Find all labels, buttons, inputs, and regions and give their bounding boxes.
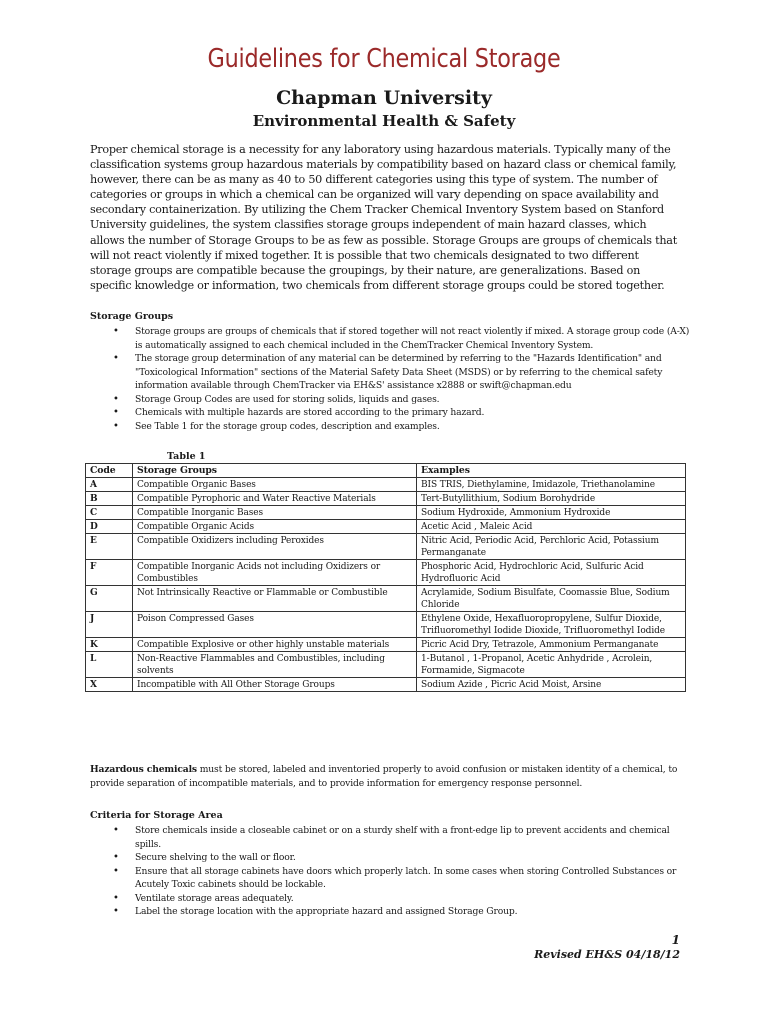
document-title: Guidelines for Chemical Storage: [207, 44, 561, 74]
table-row: [86, 492, 686, 506]
cell-examples: Phosphoric Acid, Hydrochloric Acid, Sulfuric Acid Hydrofluoric Acid: [417, 560, 686, 586]
cell-group: Compatible Organic Acids: [133, 520, 417, 534]
list-item: • See Table 1 for the storage group codes, description and examples.: [90, 420, 690, 434]
university-name: Chapman University: [276, 87, 492, 109]
revision-note: Revised EH&S 04/18/12: [534, 948, 680, 961]
table-row: [86, 560, 686, 586]
list-item: • Ventilate storage areas adequately.: [90, 892, 690, 906]
table-row: [86, 506, 686, 520]
cell-examples: Tert-Butyllithium, Sodium Borohydride: [417, 492, 686, 506]
cell-code: A: [86, 478, 133, 492]
table-row: [86, 520, 686, 534]
cell-code: J: [86, 612, 133, 638]
cell-code: K: [86, 638, 133, 652]
table-header-row: [86, 464, 686, 478]
cell-code: D: [86, 520, 133, 534]
list-item: • Chemicals with multiple hazards are stored according to the primary hazard.: [90, 406, 690, 420]
cell-group: Not Intrinsically Reactive or Flammable or Combustible: [133, 586, 417, 612]
header-examples: Examples: [417, 464, 686, 478]
table-row: [86, 534, 686, 560]
table-row: [86, 652, 686, 678]
criteria-list: [90, 824, 690, 919]
list-item: • Storage Group Codes are used for storing solids, liquids and gases.: [90, 393, 690, 407]
cell-examples: Acetic Acid , Maleic Acid: [417, 520, 686, 534]
table-row: [86, 478, 686, 492]
storage-groups-list: [90, 325, 690, 433]
storage-groups-heading: Storage Groups: [90, 311, 174, 322]
cell-code: C: [86, 506, 133, 520]
cell-group: Non-Reactive Flammables and Combustibles, including solvents: [133, 652, 417, 678]
cell-group: Compatible Inorganic Acids not including Oxidizers or Combustibles: [133, 560, 417, 586]
cell-examples: Sodium Azide , Picric Acid Moist, Arsine: [417, 678, 686, 692]
cell-examples: Nitric Acid, Periodic Acid, Perchloric Acid, Potassium Permanganate: [417, 534, 686, 560]
list-item: • Store chemicals inside a closeable cabinet or on a sturdy shelf with a front-edge lip to prevent accidents and chemical spills.: [90, 824, 690, 851]
table-caption: Table 1: [167, 451, 206, 462]
cell-group: Compatible Explosive or other highly unstable materials: [133, 638, 417, 652]
cell-examples: 1-Butanol , 1-Propanol, Acetic Anhydride , Acrolein, Formamide, Sigmacote: [417, 652, 686, 678]
table-row: [86, 586, 686, 612]
header-code: Code: [86, 464, 133, 478]
cell-code: L: [86, 652, 133, 678]
table-row: [86, 612, 686, 638]
cell-group: Compatible Pyrophoric and Water Reactive Materials: [133, 492, 417, 506]
cell-group: Compatible Organic Bases: [133, 478, 417, 492]
criteria-heading: Criteria for Storage Area: [90, 810, 223, 821]
storage-groups-table: [85, 463, 686, 692]
cell-examples: Sodium Hydroxide, Ammonium Hydroxide: [417, 506, 686, 520]
cell-code: B: [86, 492, 133, 506]
cell-code: X: [86, 678, 133, 692]
page-number: 1: [671, 933, 680, 947]
cell-code: F: [86, 560, 133, 586]
table-row: [86, 678, 686, 692]
list-item: • Storage groups are groups of chemicals that if stored together will not react violently if mixed. A storage group code (A-X) is automatically assigned to each chemical included in the ChemTracker Chemical Inventory System.: [90, 325, 690, 352]
cell-examples: BIS TRIS, Diethylamine, Imidazole, Triethanolamine: [417, 478, 686, 492]
header-storage-groups: Storage Groups: [133, 464, 417, 478]
table-row: [86, 638, 686, 652]
cell-group: Compatible Oxidizers including Peroxides: [133, 534, 417, 560]
hazardous-chemicals-paragraph: [90, 763, 690, 791]
cell-group: Poison Compressed Gases: [133, 612, 417, 638]
intro-paragraph: Proper chemical storage is a necessity for any laboratory using hazardous materials. Typically many of the classification systems group hazardous materials by compatibility based on hazard class or chemical family, however, there can be as many as 40 to 50 different categories using this type of system. The number of categories or groups in which a chemical can be organized will vary depending on space availability and secondary containerization. By utilizing the Chem Tracker Chemical Inventory System based on Stanford University guidelines, the system classifies storage groups independent of main hazard classes, which allows the number of Storage Groups to be as few as possible. Storage Groups are groups of chemicals that will not react violently if mixed together. It is possible that two chemicals designated to two different storage groups are compatible because the groupings, by their nature, are generalizations. Based on specific knowledge or information, two chemicals from different storage groups could be stored together.: [90, 143, 677, 292]
cell-examples: Acrylamide, Sodium Bisulfate, Coomassie Blue, Sodium Chloride: [417, 586, 686, 612]
hazardous-chemicals-lead: Hazardous chemicals: [90, 764, 197, 775]
list-item: • The storage group determination of any material can be determined by referring to the "Hazards Identification" and "Toxicological Information" sections of the Material Safety Data Sheet (MSDS) or by referring to the chemical safety information available through ChemTracker via EH&S' assistance x2888 or swift@chapman.edu: [90, 352, 690, 393]
cell-code: E: [86, 534, 133, 560]
cell-group: Compatible Inorganic Bases: [133, 506, 417, 520]
department-name: Environmental Health & Safety: [252, 112, 516, 130]
cell-code: G: [86, 586, 133, 612]
list-item: • Secure shelving to the wall or floor.: [90, 851, 690, 865]
list-item: • Ensure that all storage cabinets have doors which properly latch. In some cases when storing Controlled Substances or Acutely Toxic cabinets should be lockable.: [90, 865, 690, 892]
cell-examples: Picric Acid Dry, Tetrazole, Ammonium Permanganate: [417, 638, 686, 652]
cell-examples: Ethylene Oxide, Hexafluoropropylene, Sulfur Dioxide, Trifluoromethyl Iodide Dioxide, Trifluoromethyl Iodide: [417, 612, 686, 638]
cell-group: Incompatible with All Other Storage Groups: [133, 678, 417, 692]
list-item: • Label the storage location with the appropriate hazard and assigned Storage Group.: [90, 905, 690, 919]
hazardous-chemicals-text: must be stored, labeled and inventoried properly to avoid confusion or mistaken identity of a chemical, to provide separation of incompatible materials, and to provide information for emergency response personnel.: [90, 764, 678, 789]
